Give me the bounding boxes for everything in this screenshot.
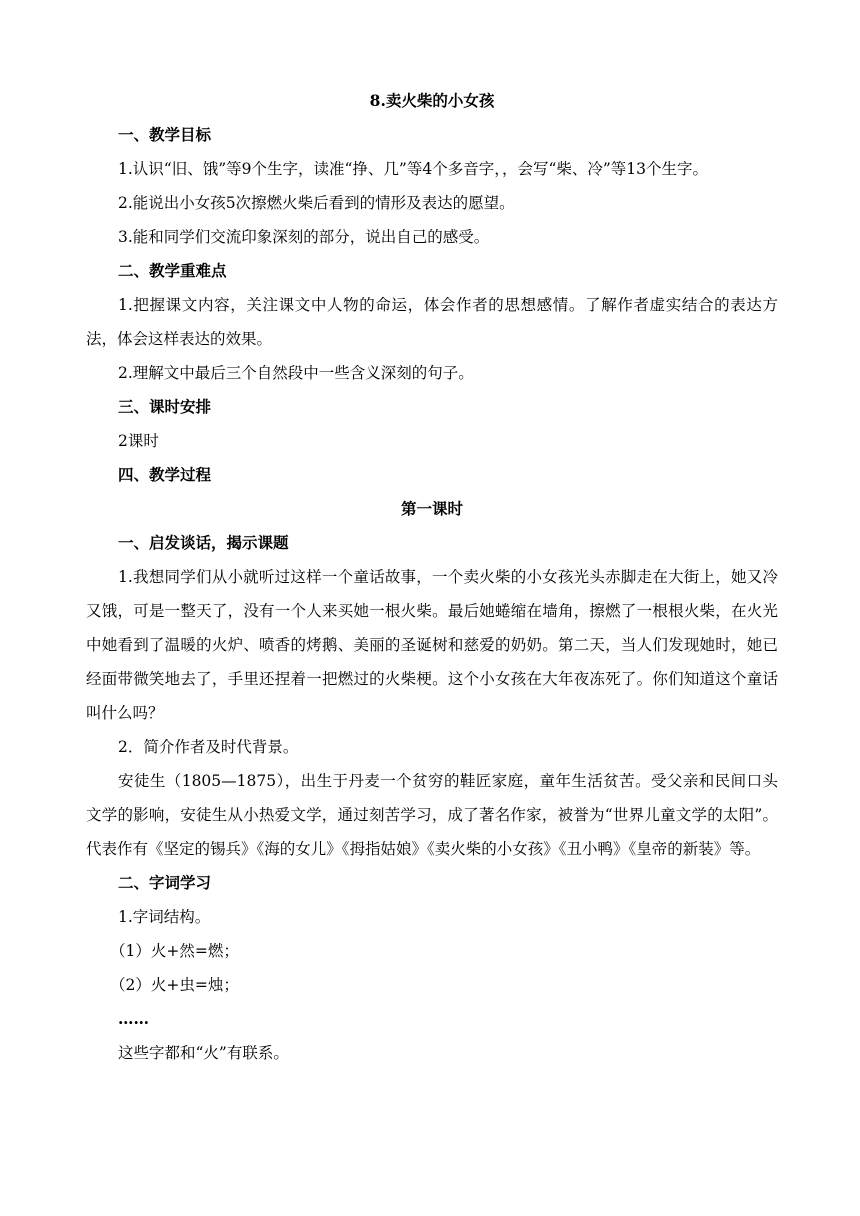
list-item: （1）火+然=燃； xyxy=(110,942,239,960)
section-heading-process: 四、教学过程 xyxy=(118,465,212,484)
paragraph: 2课时 xyxy=(118,432,159,450)
paragraph: 1.我想同学们从小就听过这样一个童话故事，一个卖火柴的小女孩光头赤脚走在大街上，她又冷又饿，可是一整天了，没有一个人来买她一根火柴。最后她蜷缩在墙角，擦燃了一根根火柴，在火光中她看到了温暖的火炉、喷香的烤鹅、美丽的圣诞树和慈爱的奶奶。第二天，当人们发现她时，她已经面带微笑地去了，手里还捏着一把燃过的火柴梗。这个小女孩在大年夜冻死了。你们知道这个童话叫什么吗？ xyxy=(86,568,778,722)
subsection-heading-vocabulary: 二、字词学习 xyxy=(118,873,212,892)
document-page xyxy=(86,84,778,1070)
ellipsis: …… xyxy=(118,1009,149,1028)
section-heading-objectives: 一、教学目标 xyxy=(118,125,212,144)
paragraph: 2.能说出小女孩5次擦燃火柴后看到的情形及表达的愿望。 xyxy=(118,194,515,212)
subsection-heading-intro: 一、启发谈话，揭示课题 xyxy=(118,533,289,552)
list-item: （2）火+虫=烛； xyxy=(110,976,239,994)
section-heading-key-points: 二、教学重难点 xyxy=(118,261,227,280)
paragraph: 安徒生（1805—1875），出生于丹麦一个贫穷的鞋匠家庭，童年生活贫苦。受父亲和民间口头文学的影响，安徒生从小热爱文学，通过刻苦学习，成了著名作家，被誉为“世界儿童文学的太阳”。代表作有《坚定的锡兵》《海的女儿》《拇指姑娘》《卖火柴的小女孩》《丑小鸭》《皇帝的新装》等。 xyxy=(86,772,778,858)
document-title: 8.卖火柴的小女孩 xyxy=(369,91,495,110)
lesson-heading: 第一课时 xyxy=(400,499,463,518)
paragraph: 2.理解文中最后三个自然段中一些含义深刻的句子。 xyxy=(118,364,474,382)
paragraph: 1.字词结构。 xyxy=(118,908,211,926)
section-heading-schedule: 三、课时安排 xyxy=(118,397,212,416)
paragraph: 1.把握课文内容，关注课文中人物的命运，体会作者的思想感情。了解作者虚实结合的表达方法，体会这样表达的效果。 xyxy=(86,296,778,348)
paragraph: 2．简介作者及时代背景。 xyxy=(118,738,299,756)
paragraph: 3.能和同学们交流印象深刻的部分，说出自己的感受。 xyxy=(118,228,490,246)
paragraph: 这些字都和“火”有联系。 xyxy=(118,1044,289,1062)
paragraph: 1.认识“旧、饿”等9个生字，读准“挣、几”等4个多音字，，会写“柴、冷”等13个生字。 xyxy=(118,160,709,178)
